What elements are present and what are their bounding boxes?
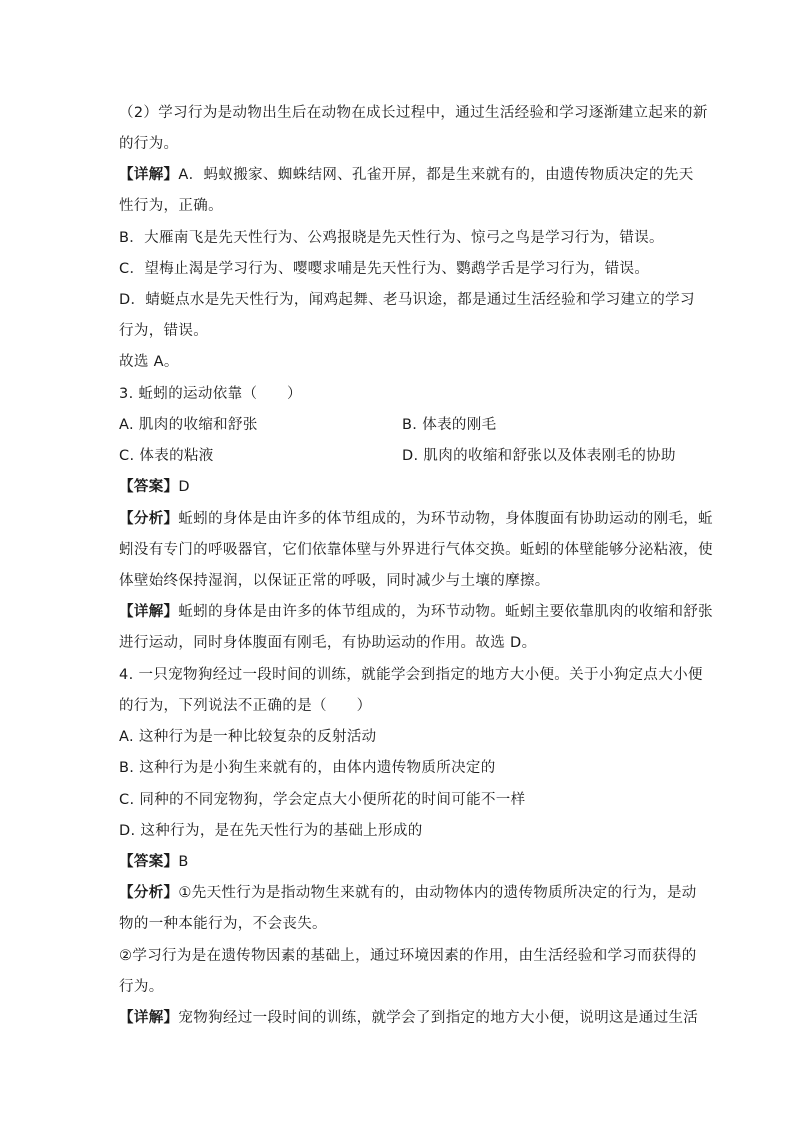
text-line: 的行为，下列说法不正确的是（ ） xyxy=(119,698,372,714)
answer-tag: 【答案】 xyxy=(119,479,179,495)
text-line: 体壁始终保持湿润，以保证正常的呼吸，同时减少与土壤的摩擦。 xyxy=(119,573,550,589)
option-c: C. 同种的不同宠物狗，学会定点大小便所花的时间可能不一样 xyxy=(119,792,526,808)
answer-tag: 【答案】 xyxy=(119,854,179,870)
option-b: B. 这种行为是小狗生来就有的，由体内遗传物质所决定的 xyxy=(119,760,496,776)
detail-paragraph: 【详解】宠物狗经过一段时间的训练，就学会了到指定的地方大小便，说明这是通过生活 xyxy=(119,1010,699,1026)
option-b: B. 体表的刚毛 xyxy=(402,417,497,433)
text-line: 行为，错误。 xyxy=(119,323,209,339)
option-d: D. 肌肉的收缩和舒张以及体表刚毛的协助 xyxy=(402,448,676,464)
text-line: 物的一种本能行为，不会丧失。 xyxy=(119,916,327,932)
text-line: C．望梅止渴是学习行为、嘤嘤求哺是先天性行为、鹦鹉学舌是学习行为，错误。 xyxy=(119,261,650,277)
text-line: 的行为。 xyxy=(119,136,179,152)
text-line: B．大雁南飞是先天性行为、公鸡报晓是先天性行为、惊弓之鸟是学习行为，错误。 xyxy=(119,230,664,246)
detail-paragraph: 【详解】蚯蚓的身体是由许多的体节组成的，为环节动物。蚯蚓主要依靠肌肉的收缩和舒张 xyxy=(119,604,714,620)
text-line: ②学习行为是在遗传物因素的基础上，通过环境因素的作用，由生活经验和学习而获得的 xyxy=(119,948,697,964)
text-line: （2）学习行为是动物出生后在动物在成长过程中，通过生活经验和学习逐渐建立起来的新 xyxy=(119,105,708,121)
option-d: D. 这种行为，是在先天性行为的基础上形成的 xyxy=(119,823,423,839)
analysis-paragraph: 【分析】①先天性行为是指动物生来就有的，由动物体内的遗传物质所决定的行为，是动 xyxy=(119,885,697,901)
text-line: 故选 A。 xyxy=(119,354,179,370)
text-line: 进行运动，同时身体腹面有刚毛，有协助运动的作用。故选 D。 xyxy=(119,635,537,651)
analysis-tag: 【分析】 xyxy=(119,885,179,901)
text-line: 行为。 xyxy=(119,979,164,995)
detail-tag: 【详解】 xyxy=(119,167,179,183)
text-line: 性行为，正确。 xyxy=(119,198,223,214)
detail-tag: 【详解】 xyxy=(119,1010,179,1026)
text-line: D．蜻蜓点水是先天性行为，闻鸡起舞、老马识途，都是通过生活经验和学习建立的学习 xyxy=(119,292,695,308)
question-3: 3. 蚯蚓的运动依靠（ ） xyxy=(119,386,302,402)
answer-line: 【答案】D xyxy=(119,479,190,495)
detail-tag: 【详解】 xyxy=(119,604,179,620)
analysis-paragraph: 【分析】蚯蚓的身体是由许多的体节组成的，为环节动物，身体腹面有协助运动的刚毛，蚯 xyxy=(119,511,714,527)
option-c: C. 体表的粘液 xyxy=(119,448,214,464)
detail-paragraph: 【详解】A．蚂蚁搬家、蜘蛛结网、孔雀开屏，都是生来就有的，由遗传物质决定的先天 xyxy=(119,167,694,183)
option-a: A. 肌肉的收缩和舒张 xyxy=(119,417,258,433)
answer-line: 【答案】B xyxy=(119,854,189,870)
option-a: A. 这种行为是一种比较复杂的反射活动 xyxy=(119,729,377,745)
text-line: 蚓没有专门的呼吸器官，它们依靠体壁与外界进行气体交换。蚯蚓的体壁能够分泌粘液，使 xyxy=(119,542,713,558)
question-4: 4. 一只宠物狗经过一段时间的训练，就能学会到指定的地方大小便。关于小狗定点大小便 xyxy=(119,667,703,683)
analysis-tag: 【分析】 xyxy=(119,511,179,527)
